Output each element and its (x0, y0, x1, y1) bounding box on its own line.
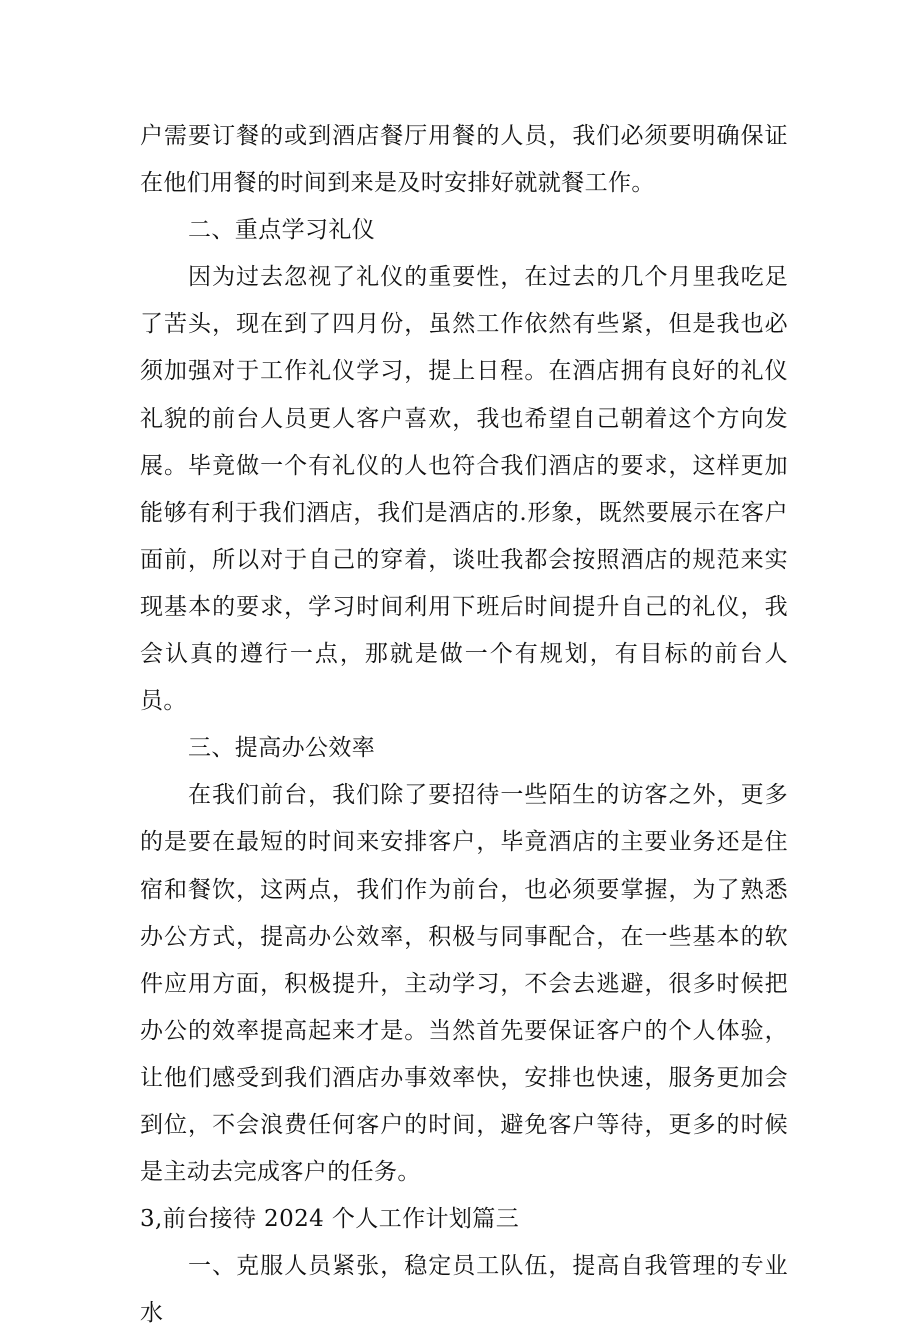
section-heading-efficiency: 三、提高办公效率 (188, 735, 376, 762)
chapter-title: 3,前台接待 2024 个人工作计划篇三 (140, 1206, 520, 1233)
section-heading-etiquette: 二、重点学习礼仪 (188, 217, 376, 244)
document-body (140, 113, 788, 1337)
paragraph-efficiency: 在我们前台，我们除了要招待一些陌生的访客之外，更多的是要在最短的时间来安排客户，毕竟酒店的主要业务还是住宿和餐饮，这两点，我们作为前台，也必须要掌握，为了熟悉办公方式，提高办公效率，积极与同事配合，在一些基本的软件应用方面，积极提升，主动学习，不会去逃避，很多时候把办公的效率提高起来才是。当然首先要保证客户的个人体验，让他们感受到我们酒店办事效率快，安排也快速，服务更加会到位，不会浪费任何客户的时间，避免客户等待，更多的时候是主动去完成客户的任务。 (140, 782, 788, 1186)
paragraph-staff: 一、克服人员紧张，稳定员工队伍，提高自我管理的专业水 (140, 1253, 788, 1327)
paragraph-continuation: 户需要订餐的或到酒店餐厅用餐的人员，我们必须要明确保证在他们用餐的时间到来是及时安排好就就餐工作。 (140, 123, 788, 197)
paragraph-etiquette: 因为过去忽视了礼仪的重要性，在过去的几个月里我吃足了苦头，现在到了四月份，虽然工作依然有些紧，但是我也必须加强对于工作礼仪学习，提上日程。在酒店拥有良好的礼仪礼貌的前台人员更人客户喜欢，我也希望自己朝着这个方向发展。毕竟做一个有礼仪的人也符合我们酒店的要求，这样更加能够有利于我们酒店，我们是酒店的.形象，既然要展示在客户面前，所以对于自己的穿着，谈吐我都会按照酒店的规范来实现基本的要求，学习时间利用下班后时间提升自己的礼仪，我会认真的遵行一点，那就是做一个有规划，有目标的前台人员。 (140, 264, 788, 715)
